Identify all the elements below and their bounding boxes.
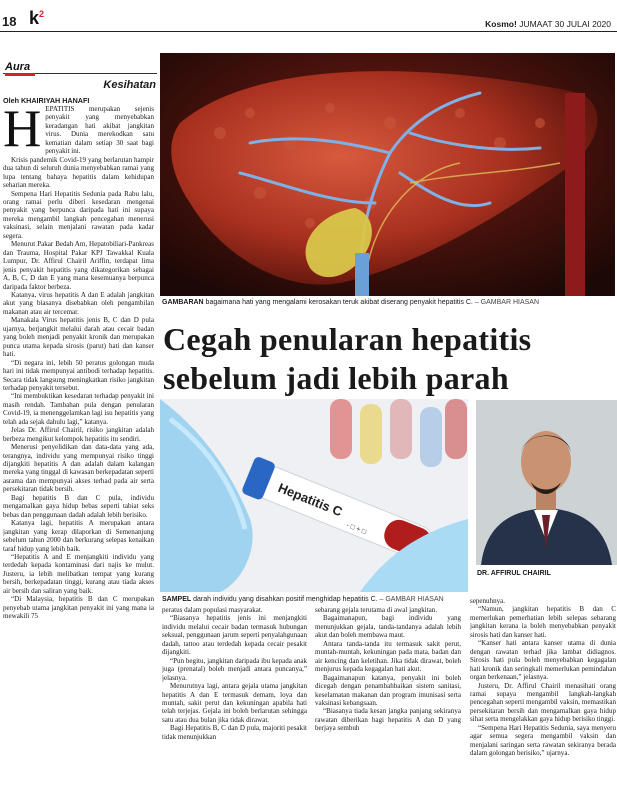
page-number: 18	[2, 14, 17, 29]
paragraph: peratus dalam populasi masyarakat.	[162, 606, 263, 614]
paragraph: “Di Malaysia, hepatitis B dan C merupakan penyebab utama jangkitan penyakit ini yang mana ia mewakili 75	[3, 595, 154, 621]
paragraph: Menerusi penyelidikan dan data-data yang ada, terangnya, individu yang mempunyai risiko tinggi dijangkiti hepatitis A dan adalah dalam kalangan mereka yang tinggal di kawasan berkepadatan seperti asrama dan mempunyai akses terhad pada air serta persekitaran tidak bersih.	[3, 443, 154, 494]
paragraph: Katanya, virus hepatitis A dan E adalah jangkitan akut yang biasanya disebabkan oleh pengambilan makanan atau air tercemar.	[3, 290, 154, 316]
paragraph: “Di negara ini, lebih 50 peratus golongan muda hari ini tidak mempunyai antibodi terhadap hepatitis. Secara tidak langsung meningkatkan risiko jangkitan terhadap penyakit tersebut.	[3, 358, 154, 392]
paragraph: “Biasanya tiada kesan jangka panjang sekiranya rawatan diberikan bagi hepatitis A dan D yang berjaya sembuh	[315, 707, 461, 733]
person-icon	[476, 400, 617, 565]
byline: Oleh KHAIRIYAH HANAFI	[3, 96, 90, 105]
subsection-name: Kesihatan	[103, 79, 156, 91]
test-tube-icon	[160, 399, 468, 592]
paragraph: Bagi Hepatitis B, C dan D pula, majoriti pesakit tidak menunjukkan	[162, 724, 307, 741]
article-column-4	[470, 597, 616, 802]
paragraph: Manakala Virus hepatitis jenis B, C dan D pula ujarnya, berjangkit melalui darah atau cecair badan yang boleh menjadi penyakit kronik dan merupakan punca utama kepada sirosis (parut) hati dan kanser hati.	[3, 316, 154, 359]
caption-credit: – GAMBAR HIASAN	[379, 596, 444, 603]
paragraph: sepenuhnya.	[470, 597, 506, 605]
tube-options: - □ + □	[345, 521, 367, 537]
caption-text: bagaimana hati yang mengalami kerosakan teruk akibat diserang penyakit hepatitis C.	[203, 299, 475, 306]
paragraph: “Ini membuktikan kesedaran terhadap penyakit ini masih rendah. Tambahan pula dengan penularan Covid-19, ia menenggelamkan lagi isu hepatitis yang telah ada sejak dahulu lagi,” katanya.	[3, 392, 154, 426]
caption-credit: – GAMBAR HIASAN	[474, 299, 540, 306]
paragraph: Katanya lagi, hepatitis A merupakan antara jangkitan yang kerap dilaporkan di Semenanjung sebelum tahun 2000 dan berkurang selepas kenaikan taraf hidup yang lebih baik.	[3, 519, 154, 553]
paragraph: Antara tanda-tanda itu termasuk sakit perut, muntah-muntah, kekuningan pada mata, badan dan air kencing dan keletihan. Jika tidak dirawat, boleh menjurus kepada kegagalan hati akut.	[315, 639, 461, 674]
article-column-2	[162, 606, 307, 802]
paragraph: Bagaimanapun katanya, penyakit ini boleh dicegah dengan penambahbaikan sistem sanitasi, keselamatan makanan dan program imunisasi serta vaksinasi kebangsaan.	[315, 673, 461, 707]
article-column-3	[315, 606, 461, 802]
paragraph: Justeru, Dr. Affirul Chairil menasihati orang ramai supaya mengambil langkah-langkah pencegahan seperti mengambil vaksin, memastikan persekitaran bersih dan mengamalkan gaya hidup sihat serta mengelakkan gaya hidup berisiko tinggi.	[470, 681, 616, 724]
section-name: Aura	[5, 61, 31, 73]
paragraph: “Biasanya hepatitis jenis ini menjangkiti individu melalui cecair badan termasuk hubungan seksual, penggunaan jarum seperti penyalahgunaan dadah, tattoo atau terdedah kepada cecair pesakit dijangkiti.	[162, 614, 307, 657]
drop-cap: H	[3, 105, 42, 158]
logo-text: k	[29, 8, 40, 28]
logo-superscript: 2	[39, 9, 45, 19]
article-column-1	[3, 105, 154, 802]
paragraph: “Namun, jangkitan hepatitis B dan C memerlukan pemerhatian lebih selepas sebarang jangkitan kerana ia boleh menyebabkan penyakit sirosis hati dan kanser hati.	[470, 605, 616, 639]
publication-logo	[29, 8, 44, 29]
header-rule	[0, 31, 617, 32]
figure-1-caption	[162, 299, 612, 306]
paragraph: sebarang gejala terutama di awal jangkitan.	[315, 606, 438, 614]
section-accent	[5, 73, 35, 76]
article-headline: Cegah penularan hepatitis sebelum jadi lebih parah	[163, 321, 532, 396]
caption-text: darah individu yang disahkan positif menghidap hepatitis C.	[191, 596, 380, 603]
paragraph: Bagaimanapun, bagi individu yang menunjukkan gejala, tanda-tandanya adalah lebih akut dan boleh membawa maut.	[315, 614, 461, 640]
paragraph: “Hepatitis A and E menjangkiti individu yang terdedah kepada kontaminasi dari najis ke mulut. Justeru, ia lebih melibatkan tempat yang kurang bersih, berkepadatan tinggi, kurang atau tiada akses air bersih dan saliran yang baik.	[3, 553, 154, 595]
paragraph: Sempena Hari Hepatitis Sedunia pada Rabu lalu, orang ramai perlu diberi kesedaran mengenai penyakit yang berpunca daripada hati ini supaya mereka mengambil langkah pencegahan menerusi vaksinasi, selain menjalani rawatan pada kadar segera.	[3, 189, 154, 240]
paragraph: Menurutnya lagi, antara gejala utama jangkitan hepatitis A dan E termasuk demam, loya dan muntah, sakit perut dan kekuningan apabila hati telah terjejas. Gejala ini boleh berlarutan sehingga satu atau dua bulan jika tidak dirawat.	[162, 682, 307, 724]
blood-sample-photo	[160, 399, 468, 592]
paragraph: Jelas Dr. Affirul Chairil, risiko jangkitan adalah berbeza mengikut kelompok hepatitis itu sendiri.	[3, 426, 154, 443]
tube-label: Hepatitis C	[275, 480, 345, 520]
liver-illustration	[160, 53, 615, 296]
paragraph: Menurut Pakar Bedah Am, Hepatobiliari-Pankreas dan Trauma, Hospital Pakar KPJ Tawakkal Kuala Lumpur, Dr. Affirul Chairil Ariffin, terdapat lima jenis penyakit hepatitis yang dikategorikan sebagai A, B, C, D dan E yang mana kesemuanya berpunca daripada faktor berbeza.	[3, 240, 154, 291]
portrait-photo	[476, 400, 617, 565]
paragraph: “Sempena Hari Hepatitis Sedunia, saya menyeru agar semua segera mengambil vaksin dan menjalani saringan serta rawatan sekiranya berada dalam golongan berisiko,” ujarnya.	[470, 723, 616, 758]
portrait-caption: DR. AFFIRUL CHAIRIL	[477, 570, 551, 577]
paragraph: “Pun begitu, jangkitan daripada ibu kepada anak juga (prenatal) boleh menjadi antara puncanya,” jelasnya.	[162, 656, 307, 682]
caption-lead: SAMPEL	[162, 596, 192, 603]
paragraph: “Kanser hati antara kanser utama di dunia dengan rawatan terhad jika lambat didiagnos. Sirosis hati pula boleh menyebabkan kegagalan hati kronik dan seringkali memerlukan pemindahan organ berkenaan,” jelasnya.	[470, 639, 616, 682]
issue-date: JUMAAT 30 JULAI 2020	[519, 19, 611, 29]
liver-icon	[160, 53, 615, 296]
publication-dateline	[485, 19, 611, 29]
publication-name: Kosmo!	[485, 19, 517, 29]
paragraph: Krisis pandemik Covid-19 yang berlarutan hampir dua tahun di seluruh dunia menyebabkan ramai yang lupa tentang bahaya hepatitis dalam kehidupan seharian mereka.	[3, 155, 154, 190]
caption-lead: GAMBARAN	[162, 299, 204, 306]
paragraph: Bagi hepatitis B dan C pula, individu mengamalkan gaya hidup bebas seperti tabiat seks bebas dan penggunaan dadah adalah lebih berisiko.	[3, 493, 154, 519]
figure-2-caption	[162, 596, 462, 603]
paragraph: EPATITIS merupakan sejenis penyakit yang menyebabkan keradangan hati akibat jangkitan virus. Dunia merekodkan satu kematian dalam setiap 30 saat bagi penyakit ini.	[45, 105, 154, 156]
